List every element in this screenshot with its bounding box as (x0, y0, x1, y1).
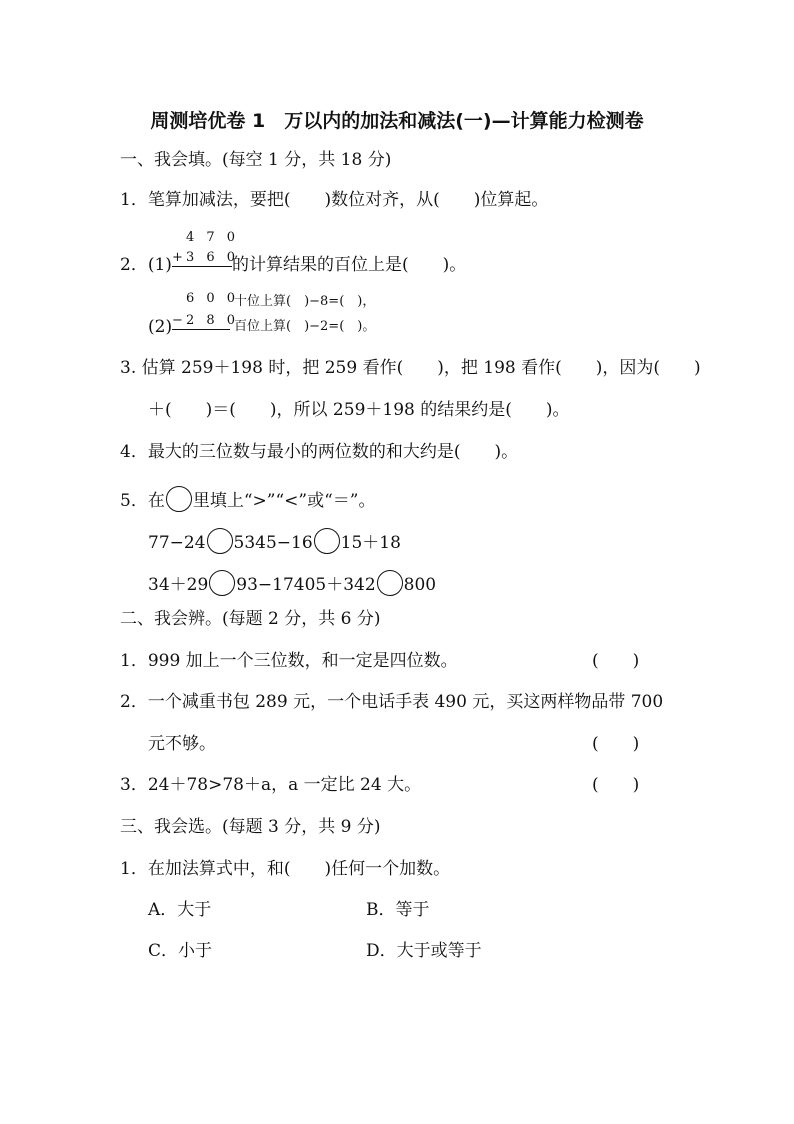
q2a-underline (172, 266, 232, 267)
compare-row-2 (148, 570, 436, 596)
compare-expr: 5345−16 (233, 533, 313, 553)
compare-expr: 34＋29 (148, 575, 209, 595)
judge-answer-bracket-1[interactable]: ( ) (592, 651, 640, 671)
section-heading-judge: 二、我会辨。(每题 2 分，共 6 分) (120, 609, 381, 629)
q2a-top-number: 4 7 0 (186, 230, 240, 245)
q2b-line2: 百位上算( )−2=( )。 (234, 319, 376, 334)
judge-answer-bracket-3[interactable]: ( ) (592, 775, 640, 795)
q2b-underline (172, 329, 230, 330)
fill-question-2b-prefix: (2) (148, 317, 173, 337)
compare-expr: 800 (403, 575, 437, 595)
compare-row-1 (148, 528, 401, 554)
judge-question-2-line2: 元不够。 (148, 734, 216, 754)
q2b-operator: − (172, 313, 187, 328)
fill-question-2a-prefix: 2．(1) (120, 255, 172, 275)
q2a-bottom-number: 3 6 0 (186, 250, 240, 265)
q2b-line1: 十位上算( )−8=( )， (234, 294, 376, 309)
option-a[interactable]: A．大于 (148, 900, 212, 920)
option-b[interactable]: B．等于 (366, 900, 430, 920)
answer-circle[interactable] (314, 528, 340, 554)
judge-question-2-line1: 2．一个减重书包 289 元，一个电话手表 490 元，买这两样物品带 700 (120, 692, 664, 712)
judge-answer-bracket-2[interactable]: ( ) (592, 734, 640, 754)
q2a-operator: + (172, 250, 187, 265)
answer-circle[interactable] (377, 570, 403, 596)
answer-circle[interactable] (209, 570, 235, 596)
option-c[interactable]: C．小于 (148, 941, 213, 961)
answer-circle[interactable] (207, 528, 233, 554)
choose-question-1: 1．在加法算式中，和( )任何一个加数。 (120, 859, 451, 879)
compare-expr: 77−24 (148, 533, 206, 553)
compare-expr: 15＋18 (340, 533, 401, 553)
q5-text-b: 里填上“>”“<”或“＝”。 (192, 491, 376, 511)
q5-text-a: 5．在 (120, 491, 165, 511)
fill-question-3-line2: ＋( )＝( )，所以 259＋198 的结果约是( )。 (148, 400, 570, 420)
judge-question-3: 3．24＋78>78＋a，a 一定比 24 大。 (120, 775, 422, 795)
fill-question-1: 1．笔算加减法，要把( )数位对齐，从( )位算起。 (120, 190, 549, 210)
fill-question-5 (120, 486, 375, 512)
fill-question-2a-suffix: 的计算结果的百位上是( )。 (232, 255, 467, 275)
q2b-top-number: 6 0 0 (186, 291, 240, 306)
option-d[interactable]: D．大于或等于 (366, 941, 482, 961)
q2b-bottom-number: 2 8 0 (186, 313, 240, 328)
section-heading-fill: 一、我会填。(每空 1 分，共 18 分) (120, 150, 392, 170)
answer-circle[interactable] (166, 486, 192, 512)
section-heading-choose: 三、我会选。(每题 3 分，共 9 分) (120, 817, 381, 837)
fill-question-4: 4．最大的三位数与最小的两位数的和大约是( )。 (120, 442, 519, 462)
judge-question-1: 1．999 加上一个三位数，和一定是四位数。 (120, 651, 458, 671)
fill-question-3-line1: 3. 估算 259＋198 时，把 259 看作( )，把 198 看作( )，因为( ) (120, 358, 701, 378)
compare-expr: 93−17405＋342 (236, 575, 376, 595)
page-title: 周测培优卷 1 万以内的加法和减法(一)—计算能力检测卷 (150, 110, 644, 132)
